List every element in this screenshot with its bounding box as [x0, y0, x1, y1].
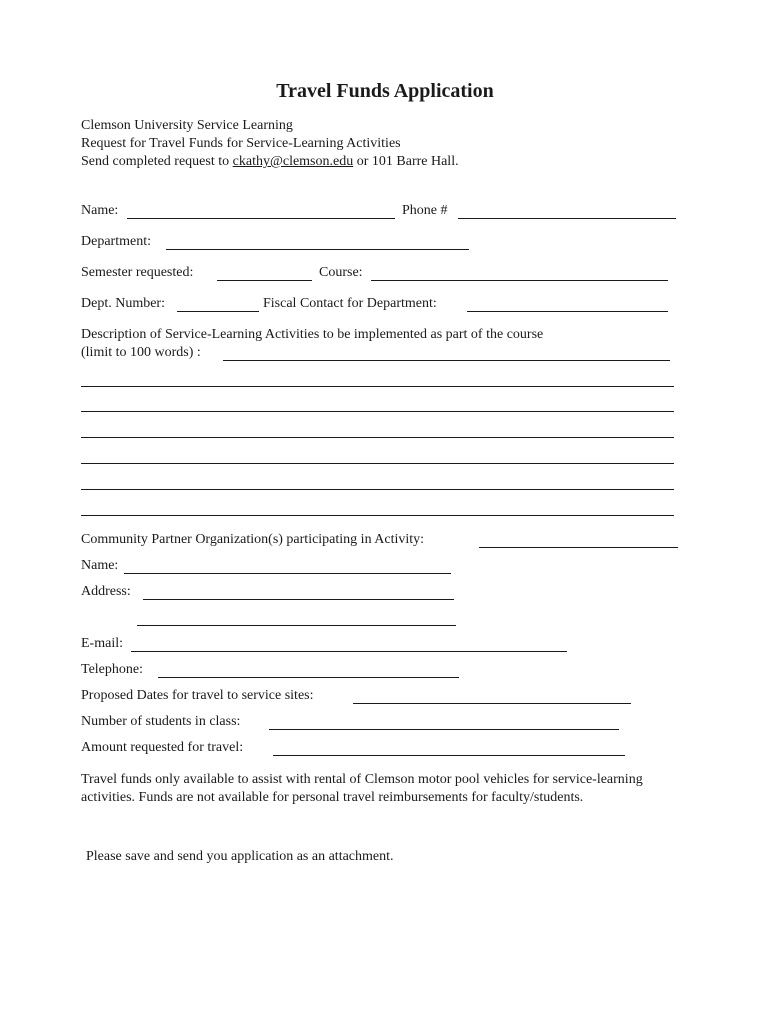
amount-requested-row: [81, 739, 681, 759]
semester-course-row: [81, 264, 681, 284]
address-label: Address:: [81, 584, 131, 599]
name-phone-row: [81, 202, 681, 222]
email-label: E-mail:: [81, 636, 123, 651]
partner-name-row: [81, 557, 681, 577]
address-row-2: [81, 609, 681, 629]
telephone-label: Telephone:: [81, 662, 143, 677]
partner-name-field[interactable]: [124, 557, 451, 574]
email-row: [81, 635, 681, 655]
address-field-line-1[interactable]: [143, 583, 454, 600]
proposed-dates-field[interactable]: [353, 687, 631, 704]
dept-number-field[interactable]: [177, 295, 259, 312]
description-field-line-2[interactable]: [81, 386, 674, 387]
description-field-line-4[interactable]: [81, 437, 674, 438]
travel-funds-notice: Travel funds only available to assist with rental of Clemson motor pool vehicles for service-learning activities. Funds are not available for personal travel reimbursements for faculty/students.: [81, 772, 643, 805]
fiscal-contact-label: Fiscal Contact for Department:: [263, 296, 437, 311]
amount-requested-label: Amount requested for travel:: [81, 740, 244, 755]
description-field-line-6[interactable]: [81, 489, 674, 490]
form-title: Travel Funds Application: [276, 80, 494, 102]
header-line-2: Request for Travel Funds for Service-Learning Activities: [81, 136, 401, 151]
telephone-field[interactable]: [158, 661, 459, 678]
department-label: Department:: [81, 234, 151, 249]
contact-email-link[interactable]: ckathy@clemson.edu: [232, 154, 354, 169]
community-partner-row: [81, 531, 681, 551]
department-field[interactable]: [166, 233, 469, 250]
community-partner-label: Community Partner Organization(s) participating in Activity:: [81, 532, 425, 547]
description-field-line-1[interactable]: [223, 344, 670, 361]
telephone-row: [81, 661, 681, 681]
footer-note: Please save and send you application as an attachment.: [86, 849, 394, 864]
course-field[interactable]: [371, 264, 668, 281]
dept-number-label: Dept. Number:: [81, 296, 165, 311]
description-field-line-5[interactable]: [81, 463, 674, 464]
amount-requested-field[interactable]: [273, 739, 625, 756]
partner-name-label: Name:: [81, 558, 119, 573]
description-field-line-7[interactable]: [81, 515, 674, 516]
num-students-row: [81, 713, 681, 733]
fiscal-contact-field[interactable]: [467, 295, 668, 312]
description-label-line-2: (limit to 100 words) :: [81, 345, 201, 360]
community-partner-field[interactable]: [479, 531, 678, 548]
department-row: [81, 233, 681, 253]
phone-label: Phone #: [402, 203, 448, 218]
description-label-line-1: Description of Service-Learning Activities to be implemented as part of the course: [81, 327, 544, 342]
proposed-dates-row: [81, 687, 681, 707]
header-line-3-prefix: Send completed request to: [81, 154, 233, 169]
phone-field[interactable]: [458, 202, 676, 219]
num-students-label: Number of students in class:: [81, 714, 241, 729]
semester-field[interactable]: [217, 264, 312, 281]
address-row: [81, 583, 681, 603]
semester-label: Semester requested:: [81, 265, 194, 280]
description-field-line-3[interactable]: [81, 411, 674, 412]
name-field[interactable]: [127, 202, 395, 219]
email-field[interactable]: [131, 635, 567, 652]
proposed-dates-label: Proposed Dates for travel to service sites:: [81, 688, 314, 703]
description-row: [81, 344, 681, 364]
address-field-line-2[interactable]: [137, 609, 456, 626]
name-label: Name:: [81, 203, 119, 218]
num-students-field[interactable]: [269, 713, 619, 730]
header-line-3-suffix: or 101 Barre Hall.: [353, 154, 459, 169]
header-line-1: Clemson University Service Learning: [81, 118, 293, 133]
header-line-3: [81, 153, 459, 171]
course-label: Course:: [319, 265, 363, 280]
dept-number-fiscal-row: [81, 295, 681, 315]
